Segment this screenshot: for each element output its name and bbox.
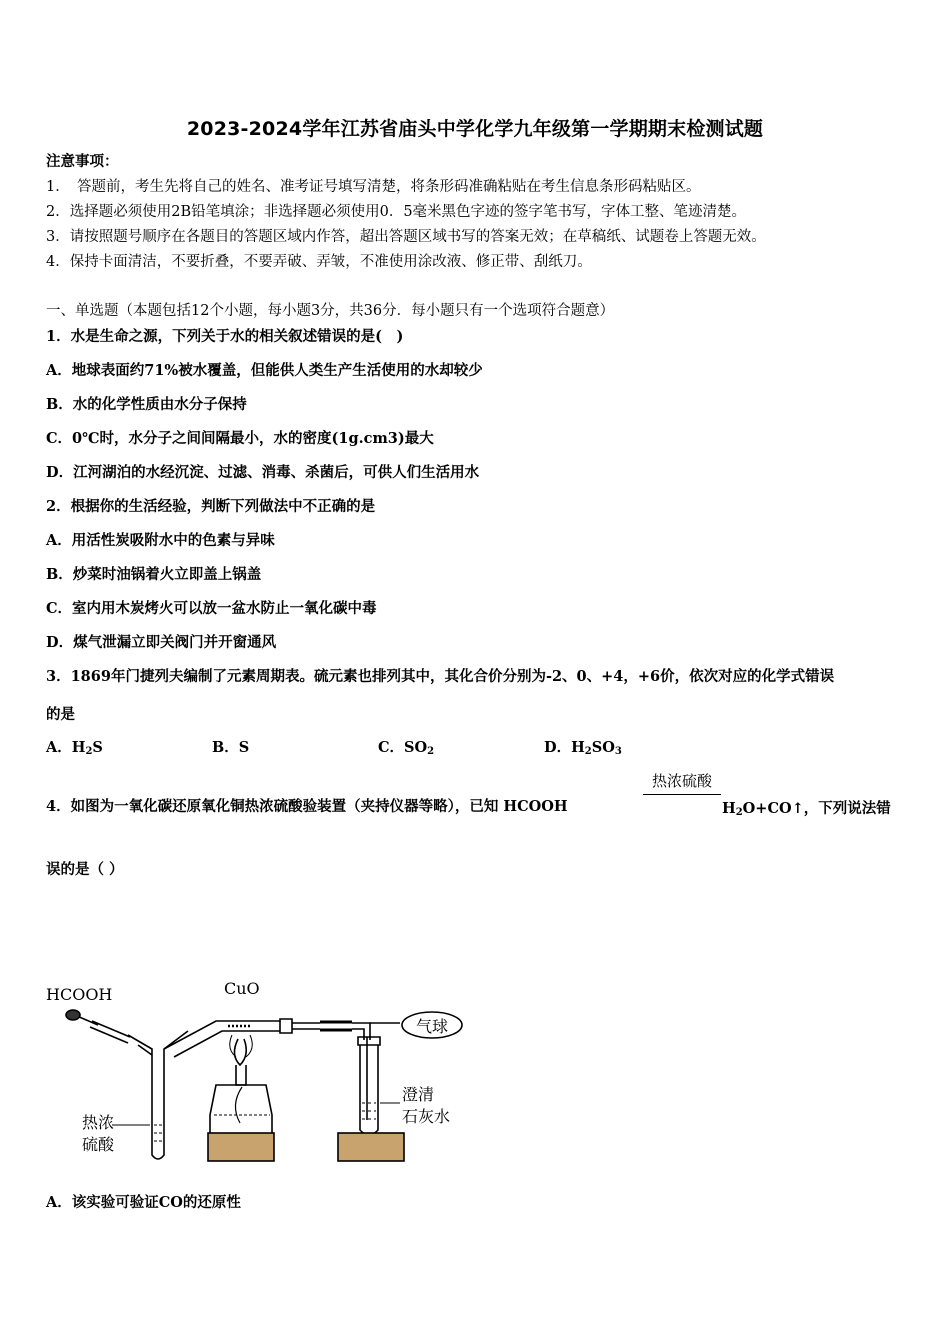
label-acid-2: 硫酸 [82, 1135, 115, 1154]
notice-item-4: 4．保持卡面清洁，不要折叠，不要弄破、弄皱，不准使用涂改液、修正带、刮纸刀。 [46, 254, 592, 270]
reaction-condition: 热浓硫酸 [643, 770, 721, 795]
notice-item-1: 1． 答题前，考生先将自己的姓名、准考证号填写清楚，将条形码准确粘贴在考生信息条形码粘贴区。 [46, 179, 701, 195]
wooden-block-left [208, 1133, 274, 1161]
question-2-option-c: C．室内用木炭烤火可以放一盆水防止一氧化碳中毒 [46, 600, 377, 617]
question-1-option-c: C．0℃时，水分子之间间隔最小，水的密度(1g.cm3)最大 [46, 430, 434, 447]
question-3-option-b: B．S [212, 739, 250, 756]
tube-stopper [280, 1019, 292, 1033]
question-2-stem: 2．根据你的生活经验，判断下列做法中不正确的是 [46, 498, 376, 515]
label-hcooh: HCOOH [46, 985, 113, 1004]
question-3-option-d: D．$H_2SO_3$ [544, 739, 622, 757]
alcohol-lamp [210, 1085, 272, 1135]
page-title: 2023-2024学年江苏省庙头中学化学九年级第一学期期末检测试题 [186, 118, 764, 140]
glass-tube [164, 1021, 280, 1057]
label-limewater-1: 澄清 [402, 1085, 435, 1104]
section-heading: 一、单选题（本题包括12个小题，每小题3分，共36分．每小题只有一个选项符合题意） [46, 303, 615, 319]
question-4-option-a: A．该实验可验证CO的还原性 [46, 1194, 241, 1211]
question-2-option-a: A．用活性炭吸附水中的色素与异味 [46, 532, 275, 549]
right-tube-stopper [358, 1037, 380, 1045]
question-3-stem: 3．1869年门捷列夫编制了元素周期表。硫元素也排列其中，其化合价分别为-2、0、+4，+6价，依次对应的化学式错误 [46, 668, 835, 685]
label-cuo: CuO [224, 979, 260, 998]
limewater-tube [360, 1045, 378, 1135]
question-3-stem-continued: 的是 [46, 706, 75, 723]
y-tube-left [128, 1031, 188, 1159]
question-1-stem: 1．水是生命之源，下列关于水的相关叙述错误的是( ) [46, 328, 404, 345]
question-1-option-d: D．江河湖泊的水经沉淀、过滤、消毒、杀菌后，可供人们生活用水 [46, 464, 480, 481]
notice-heading: 注意事项： [46, 154, 119, 170]
dropper-tip [66, 1010, 80, 1020]
question-2-option-d: D．煤气泄漏立即关阀门并开窗通风 [46, 634, 277, 651]
label-balloon: 气球 [416, 1017, 449, 1036]
question-4-equation-products: $H_2O+CO↑$，下列说法错 [722, 800, 891, 818]
question-4-stem: 4．如图为一氧化碳还原氧化铜热浓硫酸验装置（夹持仪器等略），已知 HCOOH [46, 798, 568, 815]
question-3-options [46, 738, 622, 762]
question-1-option-a: A．地球表面约71%被水覆盖，但能供人类生产生活使用的水却较少 [46, 362, 483, 379]
question-4-stem-continued: 误的是（ ） [46, 861, 124, 878]
wooden-block-right [338, 1133, 404, 1161]
notice-item-3: 3．请按照题号顺序在各题目的答题区域内作答，超出答题区域书写的答案无效；在草稿纸、试题卷上答题无效。 [46, 229, 766, 245]
question-3-option-a: A．$H_2S$ [46, 739, 103, 757]
question-2-option-b: B．炒菜时油锅着火立即盖上锅盖 [46, 566, 262, 583]
question-1-option-b: B．水的化学性质由水分子保持 [46, 396, 247, 413]
flame [234, 1039, 246, 1065]
question-3-option-c: C．$SO_2$ [378, 739, 435, 757]
label-limewater-2: 石灰水 [402, 1107, 451, 1126]
label-acid-1: 热浓 [82, 1113, 115, 1132]
notice-item-2: 2．选择题必须使用2B铅笔填涂；非选择题必须使用0．5毫米黑色字迹的签字笔书写，字体工整、笔迹清楚。 [46, 204, 747, 220]
